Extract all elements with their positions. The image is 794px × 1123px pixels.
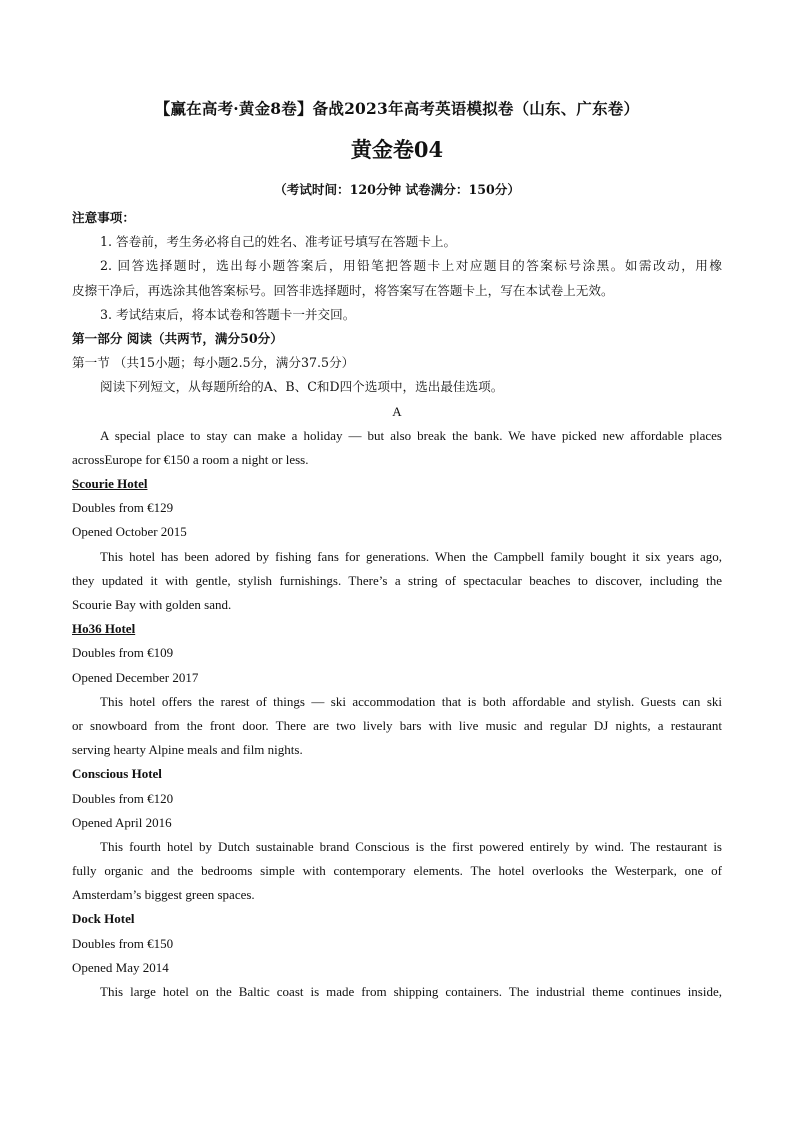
hotel-price: Doubles from €150 <box>72 935 174 951</box>
section-heading: 第一节 （共15小题；每小题2.5分，满分37.5分） <box>72 355 355 371</box>
hotel-description-line: This large hotel on the Baltic coast is made from shipping containers. The industrial theme continues inside, <box>100 984 722 999</box>
hotel-description-line: This fourth hotel by Dutch sustainable brand Conscious is the first powered entirely by wind. The restaurant is <box>100 838 722 854</box>
passage-intro-line-2: acrossEurope for €150 a room a night or less. <box>72 451 309 467</box>
notice-item-2-line-1: 2. 回答选择题时，选出每小题答案后，用铅笔把答题卡上对应题目的答案标号涂黑。如需改动，用橡 <box>100 258 722 274</box>
hotel-description-line: fully organic and the bedrooms simple with contemporary elements. The hotel overlooks the Westerpark, one of <box>72 863 722 879</box>
hotel-name: Scourie Hotel <box>72 476 148 492</box>
hotel-name: Ho36 Hotel <box>72 621 136 637</box>
hotel-opened: Opened October 2015 <box>72 524 187 540</box>
hotel-description-line: Amsterdam’s biggest green spaces. <box>72 887 255 903</box>
hotel-price: Doubles from €109 <box>72 645 174 661</box>
exam-meta: （考试时间：120分钟 试卷满分：150分） <box>274 182 520 197</box>
passage-label: A <box>392 403 402 419</box>
section-instruction: 阅读下列短文，从每题所给的A、B、C和D四个选项中，选出最佳选项。 <box>100 379 504 395</box>
part-heading: 第一部分 阅读（共两节，满分50分） <box>72 330 283 346</box>
hotel-price: Doubles from €120 <box>72 790 174 806</box>
notice-item-1: 1. 答卷前，考生务必将自己的姓名、准考证号填写在答题卡上。 <box>100 234 457 250</box>
hotel-name: Conscious Hotel <box>72 766 162 782</box>
hotel-description-line: This hotel has been adored by fishing fans for generations. When the Campbell family bought it six years ago, <box>100 548 722 564</box>
notice-item-2-line-2: 皮擦干净后，再选涂其他答案标号。回答非选择题时，将答案写在答题卡上，写在本试卷上无效。 <box>72 282 614 298</box>
notice-item-3: 3. 考试结束后，将本试卷和答题卡一并交回。 <box>100 306 356 322</box>
paper-title: 黄金卷04 <box>350 137 444 162</box>
hotel-price: Doubles from €129 <box>72 500 174 516</box>
hotel-description-line: Scourie Bay with golden sand. <box>72 597 232 612</box>
hotel-description-line: This hotel offers the rarest of things — ski accommodation that is both affordable and stylish. Guests can ski <box>100 693 722 709</box>
hotel-opened: Opened April 2016 <box>72 814 172 830</box>
notice-heading: 注意事项： <box>72 210 135 225</box>
series-title: 【赢在高考·黄金8卷】备战2023年高考英语模拟卷（山东、广东卷） <box>154 99 640 118</box>
exam-content <box>72 206 722 1004</box>
hotel-description-line: serving hearty Alpine meals and film nights. <box>72 742 303 758</box>
hotel-description-line: they updated it with gentle, stylish furnishings. There’s a string of spectacular beaches to discover, including the <box>72 572 722 588</box>
hotel-opened: Opened December 2017 <box>72 669 199 685</box>
passage-intro-line-1: A special place to stay can make a holiday — but also break the bank. We have picked new affordable places <box>100 427 722 443</box>
hotel-name: Dock Hotel <box>72 911 135 927</box>
hotel-description-line: or snowboard from the front door. There are two lively bars with live music and regular DJ nights, a restaurant <box>72 717 722 733</box>
hotel-opened: Opened May 2014 <box>72 959 169 975</box>
